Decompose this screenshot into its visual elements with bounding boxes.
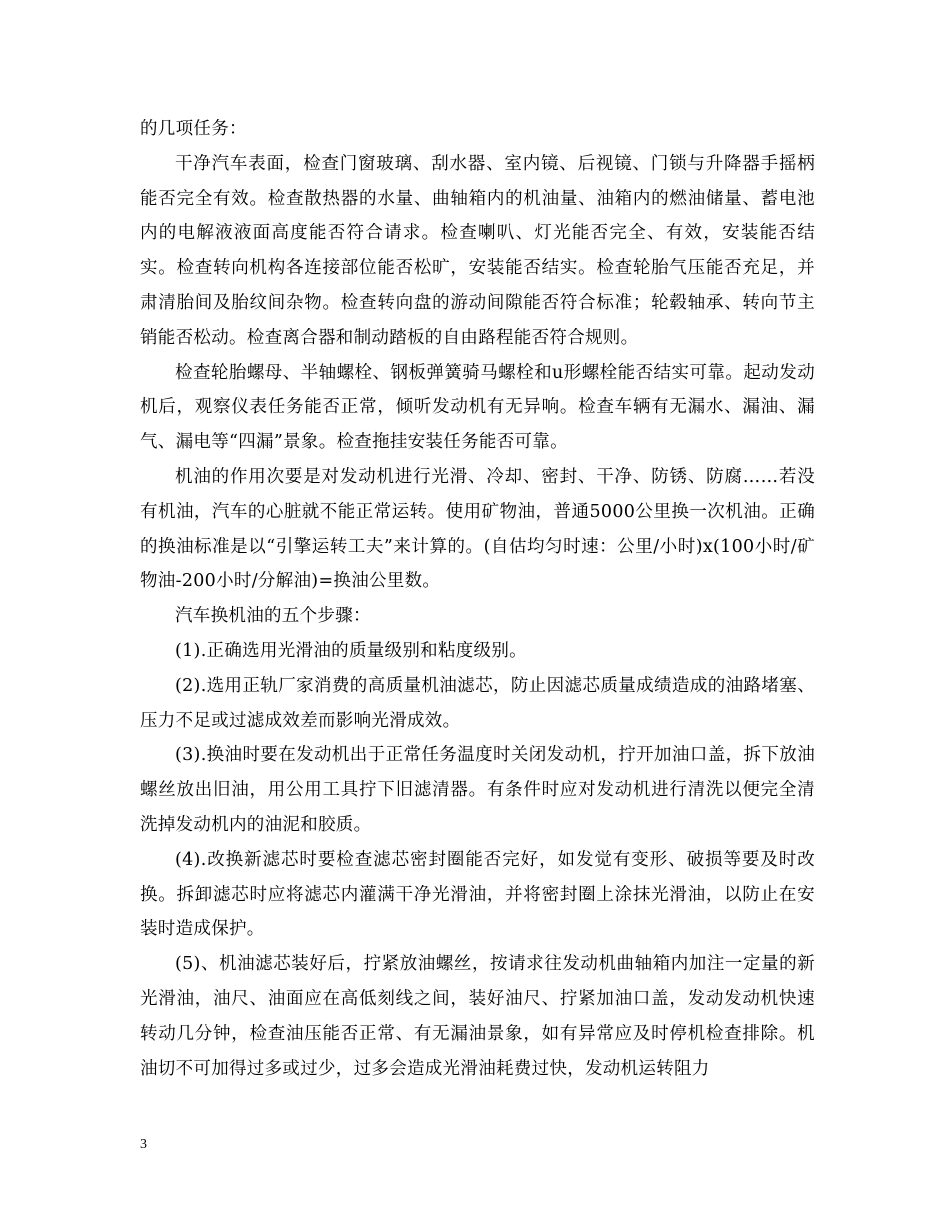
paragraph-5: 汽车换机油的五个步骤： (175, 606, 371, 627)
paragraph-8: (3).换油时要在发动机出于正常任务温度时关闭发动机，拧开加油口盖，拆下放油螺丝放出旧油，用公用工具拧下旧滤清器。有条件时应对发动机进行清洗以便完全清洗掉发动机内的油泥和胶质。 (140, 745, 815, 835)
paragraph-2: 干净汽车表面，检查门窗玻璃、刮水器、室内镜、后视镜、门锁与升降器手摇柄能否完全有效。检查散热器的水量、曲轴箱内的机油量、油箱内的燃油储量、蓄电池内的电解液液面高度能否符合请求。检查喇叭、灯光能否完全、有效，安装能否结实。检查转向机构各连接部位能否松旷，安装能否结实。检查轮胎气压能否充足，并肃清胎间及胎纹间杂物。检查转向盘的游动间隙能否符合标准；轮毂轴承、转向节主销能否松动。检查离合器和制动踏板的自由路程能否符合规则。 (140, 153, 815, 348)
paragraph-1: 的几项任务： (140, 119, 247, 139)
paragraph-6: (1).正确选用光滑油的质量级别和粘度级别。 (175, 640, 527, 661)
paragraph-7: (2).选用正轨厂家消费的高质量机油滤芯，防止因滤芯质量成绩造成的油路堵塞、压力不足或过滤成效差而影响光滑成效。 (140, 675, 815, 731)
page-number: 3 (140, 1137, 147, 1152)
document-body (140, 112, 815, 1086)
paragraph-9: (4).改换新滤芯时要检查滤芯密封圈能否完好，如发觉有变形、破损等要及时改换。拆卸滤芯时应将滤芯内灌满干净光滑油，并将密封圈上涂抹光滑油，以防止在安装时造成保护。 (140, 849, 815, 940)
paragraph-3: 检查轮胎螺母、半轴螺栓、钢板弹簧骑马螺栓和u形螺栓能否结实可靠。起动发动机后，观察仪表任务能否正常，倾听发动机有无异响。检查车辆有无漏水、漏油、漏气、漏电等“四漏”景象。检查拖挂安装任务能否可靠。 (140, 362, 815, 453)
paragraph-10: (5)、机油滤芯装好后，拧紧放油螺丝，按请求往发动机曲轴箱内加注一定量的新光滑油，油尺、油面应在高低刻线之间，装好油尺、拧紧加油口盖，发动发动机快速转动几分钟，检查油压能否正常、有无漏油景象，如有异常应及时停机检查排除。机油切不可加得过多或过少，过多会造成光滑油耗费过快，发动机运转阻力 (140, 954, 815, 1079)
paragraph-4: 机油的作用次要是对发动机进行光滑、冷却、密封、干净、防锈、防腐……若没有机油，汽车的心脏就不能正常运转。使用矿物油，普通5000公里换一次机油。正确的换油标准是以“引擎运转工夫”来计算的。(自估均匀时速：公里/小时)x(100小时/矿物油-200小时/分解油)=换油公里数。 (140, 466, 815, 592)
